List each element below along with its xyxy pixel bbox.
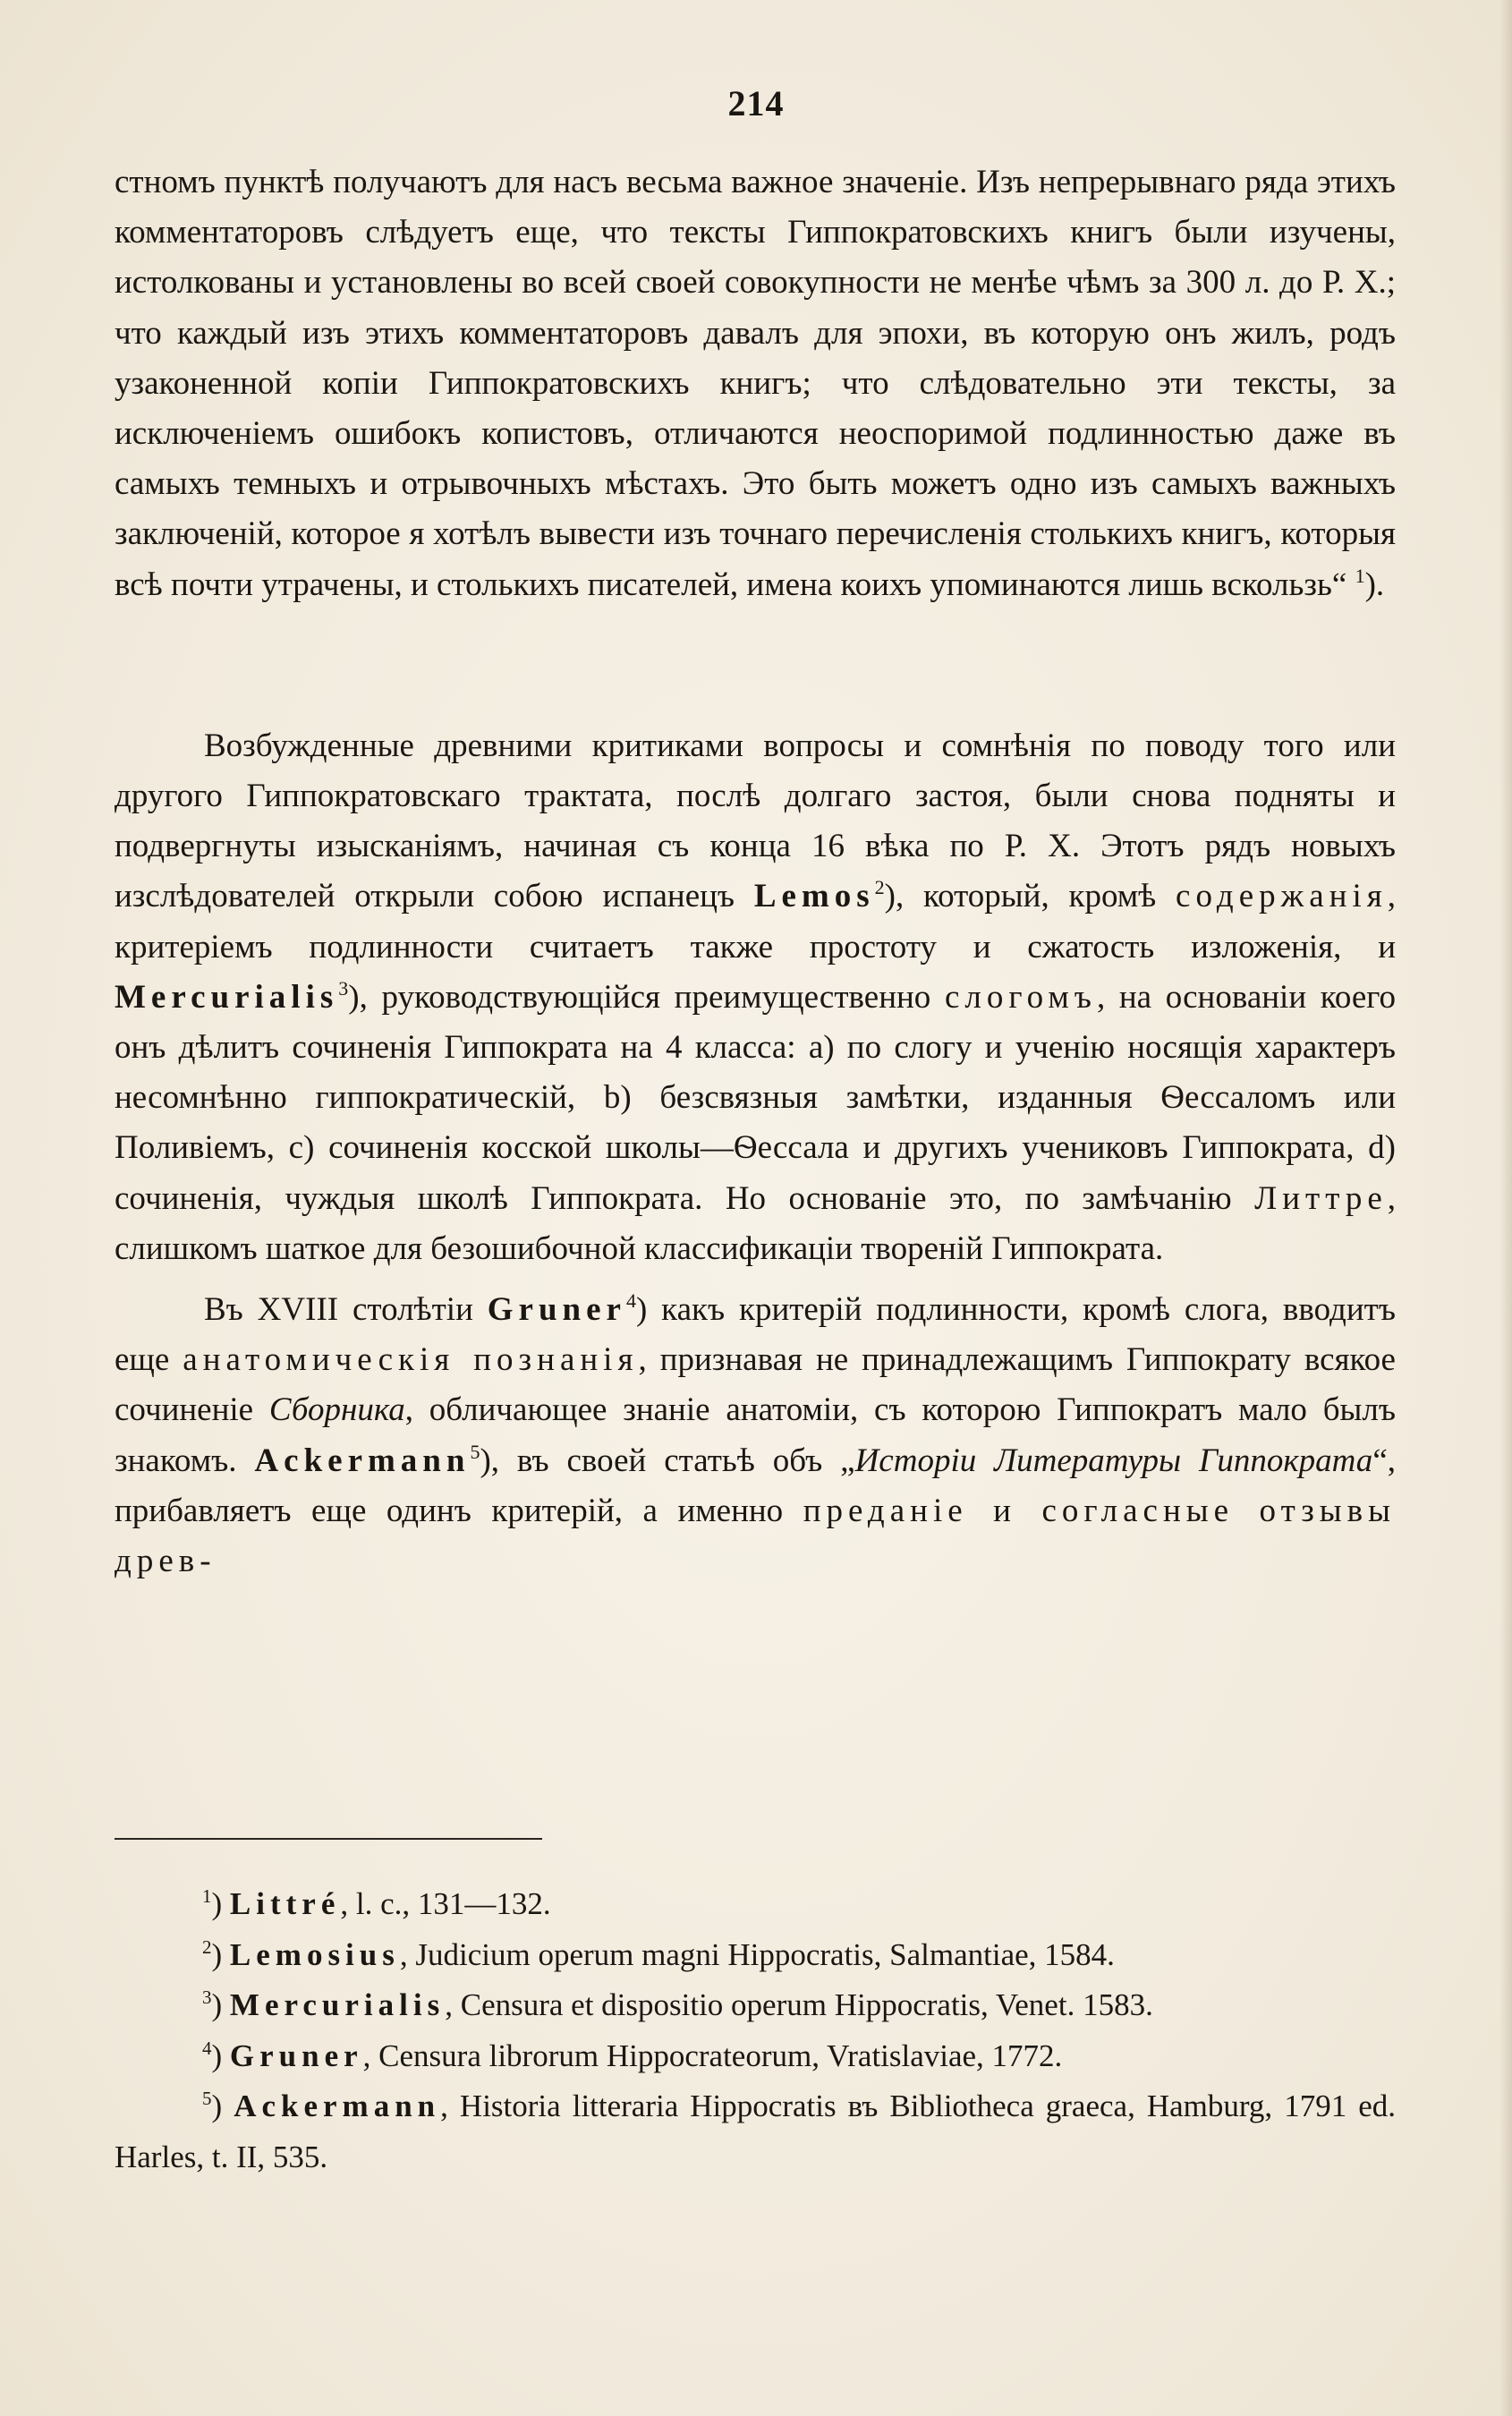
page-number: 214: [727, 83, 785, 123]
italic-title-history: Исторіи Литературы Гиппократа: [854, 1442, 1373, 1479]
paragraph-3-text-e: ), въ своей статьѣ объ „: [480, 1442, 855, 1479]
spaced-phrase-tradition: преданіе и согласные отзывы древ-: [115, 1492, 1396, 1580]
footnote-text: , Historia litteraria Hippocratis въ Bibliotheca graeca, Hamburg, 1791 ed. Harles, t. II, 535.: [115, 2088, 1397, 2174]
author-name-lemos: Lemos: [753, 878, 875, 915]
footnote-number: 1: [202, 1885, 212, 1907]
footnote-ref-5: 5: [470, 1440, 480, 1463]
footnote-number: 4: [202, 2037, 212, 2059]
footnote-number: 2: [202, 1935, 212, 1958]
paragraph-3-text-f: “, прибавляетъ еще одинъ критерій, а именно: [115, 1442, 1396, 1529]
footnote-separator: [115, 1838, 542, 1840]
footnote-text: , Judicium operum magni Hippocratis, Salmantiae, 1584.: [399, 1936, 1115, 1972]
paragraph-2-text-f: , слишкомъ шаткое для безошибочной классификаціи твореній Гиппократа.: [115, 1179, 1396, 1267]
paragraph-1: [115, 157, 1396, 610]
paragraph-3-text-b: ) какъ критерій подлинности, кромѣ слога, вводитъ еще: [115, 1291, 1396, 1379]
paragraph-2: [115, 721, 1396, 1274]
paragraph-2-text-d: ), руководствующійся преимущественно: [348, 978, 945, 1016]
paragraph-3: [115, 1285, 1396, 1587]
author-name-ackermann: Ackermann: [254, 1442, 471, 1479]
main-text: [115, 157, 1396, 1587]
footnote-author: Mercurialis: [229, 1987, 446, 2023]
footnote-text: , Censura librorum Hippocrateorum, Vratislaviae, 1772.: [362, 2037, 1063, 2073]
paragraph-3-text-d: , обличающее знаніе анатоміи, съ которою Гиппократъ мало былъ знакомъ.: [115, 1391, 1396, 1479]
footnote-ref-4: 4: [625, 1289, 636, 1313]
footnote-ref-1: 1: [1355, 564, 1365, 587]
paragraph-2-text-b: ), который, кромѣ: [884, 878, 1176, 915]
author-name-mercurialis: Mercurialis: [115, 978, 339, 1016]
footnote-3: $^3$) Mercurialis, Censura et dispositio operum Hippocratis, Venet. 1583.: [202, 1986, 1153, 2023]
paragraph-2-text-a: Возбужденные древними критиками вопросы и сомнѣнія по поводу того или другого Гиппократовскаго трактата, послѣ долгаго застоя, были снова подняты и подвергнуты изысканіямъ, начиная съ конца 16 вѣка по Р. Х. Этотъ рядъ новыхъ изслѣдователей открыли собою испанецъ: [115, 727, 1396, 915]
paragraph-gap: [115, 1274, 1396, 1285]
paragraph-2-text-c: , критеріемъ подлинности считаетъ также простоту и сжатость изложенія, и: [115, 878, 1396, 966]
paragraph-2-text-e: , на основаніи коего онъ дѣлитъ сочиненія Гиппократа на 4 класса: a) по слогу и ученію носящія характеръ несомнѣнно гиппократическій, b) безсвязныя замѣтки, изданныя Ѳессаломъ или Поливіемъ, c) сочиненія косской школы—Ѳессала и другихъ учениковъ Гиппократа, d) сочиненія, чуждыя школѣ Гиппократа. Но основаніе это, по замѣчанію: [115, 978, 1396, 1217]
footnote-number: 3: [202, 1986, 212, 2009]
page-edge-shadow: [1499, 0, 1512, 2416]
paragraph-1-text-b: ).: [1364, 566, 1385, 603]
footnote-author: Gruner: [229, 2037, 363, 2073]
footnotes: [115, 1879, 1396, 2183]
spaced-phrase-anatomy: анатомическія познанія: [183, 1341, 639, 1379]
italic-title-sbornik: Сборника: [268, 1391, 405, 1429]
footnote-2: $^2$) Lemosius, Judicium operum magni Hippocratis, Salmantiae, 1584.: [202, 1935, 1115, 1972]
footnote-number: 5: [202, 2088, 212, 2110]
footnote-ref-2: 2: [874, 876, 885, 899]
author-name-gruner: Gruner: [487, 1291, 626, 1329]
footnote-5: $^5$) Ackermann, Historia litteraria Hippocratis въ Bibliotheca graeca, Hamburg, 1791 ed. Harles, t. II, 535.: [115, 2088, 1397, 2174]
spaced-word-content: содержанія: [1176, 878, 1388, 915]
paragraph-3-text-c: , признавая не принадлежащимъ Гиппократу всякое сочиненіе: [115, 1341, 1396, 1429]
footnote-author: Lemosius: [229, 1936, 400, 1972]
paragraph-1-text-a: стномъ пунктѣ получаютъ для насъ весьма важное значеніе. Изъ непрерывнаго ряда этихъ комментаторовъ слѣдуетъ еще, что тексты Гиппократовскихъ книгъ были изучены, истолкованы и установлены во всей своей совокупности не менѣе чѣмъ за 300 л. до Р. Х.; что каждый изъ этихъ комментаторовъ давалъ для эпохи, въ которую онъ жилъ, родъ узаконенной копіи Гиппократовскихъ книгъ; что слѣдовательно эти тексты, за исключеніемъ ошибокъ копистовъ, отличаются неоспоримой подлинностью даже въ самыхъ темныхъ и отрывочныхъ мѣстахъ. Это быть можетъ одно изъ самыхъ важныхъ заключеній, которое я хотѣлъ вывести изъ точнаго перечисленія столькихъ книгъ, которыя всѣ почти утрачены, и столькихъ писателей, имена коихъ упоминаются лишь вскользь“: [115, 164, 1396, 603]
section-gap: [115, 610, 1396, 721]
footnote-ref-3: 3: [338, 976, 349, 1000]
footnote-author: Ackermann: [234, 2088, 441, 2124]
footnote-author: Littré: [229, 1886, 341, 1921]
paragraph-3-text-a: Въ XVIII столѣтіи: [204, 1291, 488, 1329]
footnote-text: , l. c., 131—132.: [340, 1886, 551, 1921]
footnote-text: , Censura et dispositio operum Hippocratis, Venet. 1583.: [445, 1987, 1153, 2023]
footnote-4: $^4$) Gruner, Censura librorum Hippocrateorum, Vratislaviae, 1772.: [202, 2037, 1063, 2073]
spaced-word-style: слогомъ: [944, 978, 1097, 1016]
footnote-1: $^1$) Littré, l. c., 131—132.: [202, 1885, 551, 1921]
author-name-littre: Литтре: [1254, 1179, 1388, 1217]
